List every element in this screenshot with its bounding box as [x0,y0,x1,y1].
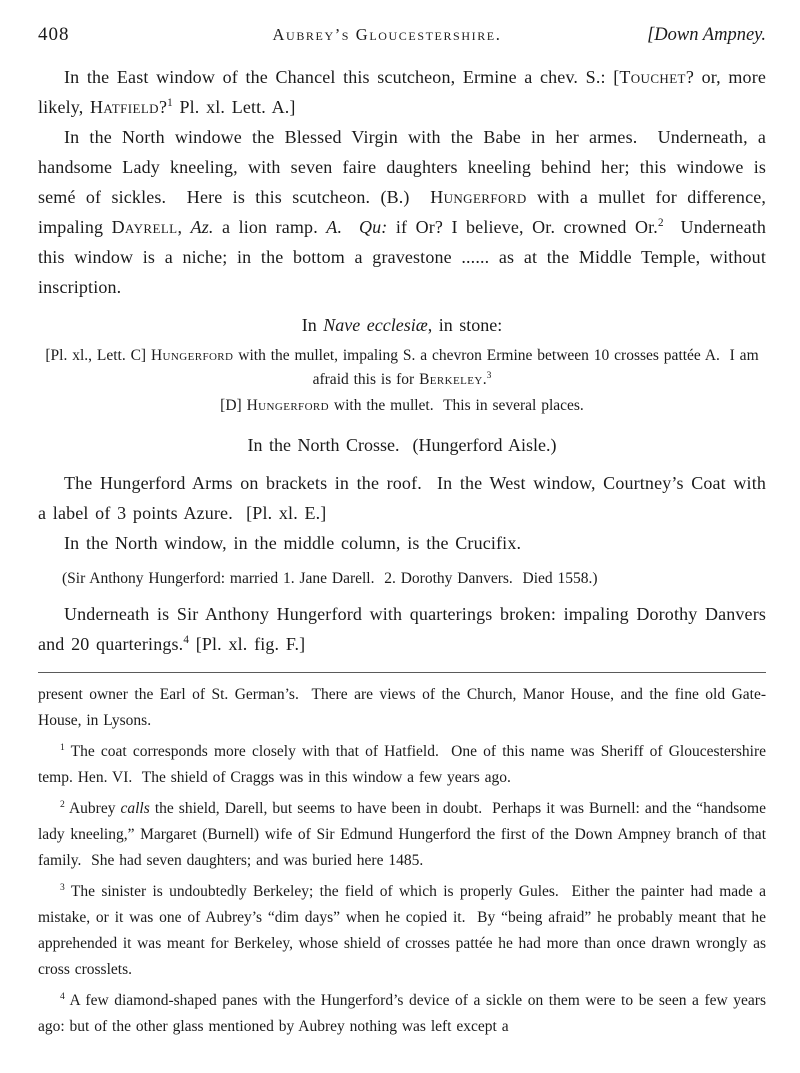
note-pl-xl-c: [Pl. xl., Lett. C] Hungerford with the mullet, impaling S. a chevron Ermine between 10 crosses pattée A. I am afraid this is for Berkeley.$^3$ [45,347,764,388]
page-header [38,24,766,46]
para-north-windowe: In the North windowe the Blessed Virgin with the Babe in her armes. Underneath, a handsome Lady kneeling, with seven faire daughters kneeling behind her; this windowe is semé of sickles. Here is this scutcheon. (B.) Hungerford with a mullet for difference, impaling Dayrell, Az. a lion ramp. A. Qu: if Or? I believe, Or. crowned Or.$^2$ Underneath this window is a niche; in the bottom a gravestone ...... as at the Middle Temple, without inscription. [38,127,773,297]
para-east-window: In the East window of the Chancel this scutcheon, Ermine a chev. S.: [Touchet? or, more likely, Hatfield?$^1$ Pl. xl. Lett. A.] [38,67,773,117]
footnote-3: $^3$ The sinister is undoubtedly Berkeley; the field of which is properly Gules. Either the painter had made a mistake, or it was one of Aubrey’s “dim days” when he copied it. By “being afraid” he probably meant that he apprehended it was meant for Berkeley, whose shield of crosses pattée he had more than once drawn wrongly as cross crosslets. [38,881,771,978]
note-pl-xl-d: [D] Hungerford with the mullet. This in several places. [220,397,584,414]
note-sir-anthony: (Sir Anthony Hungerford: married 1. Jane Darell. 2. Dorothy Danvers. Died 1558.) [62,570,598,587]
para-hungerford-arms: The Hungerford Arms on brackets in the roof. In the West window, Courtney’s Coat with a label of 3 points Azure. [Pl. xl. E.] [38,473,773,523]
running-head-place: [Down Ampney. [647,25,766,45]
para-crucifix: In the North window, in the middle column, is the Crucifix. [64,533,522,553]
footnote-divider [38,672,766,673]
page-number: 408 [38,24,70,45]
footnote-2: $^2$ Aubrey calls the shield, Darell, but seems to have been in doubt. Perhaps it was Burnell: and the “handsome lady kneeling,” Margaret (Burnell) wife of Sir Edmund Hungerford the first of the Down Ampney branch of that family. She had seven daughters; and was buried here 1485. [38,798,771,869]
heading-nave-ecclesiae: In Nave ecclesiæ, in stone: [301,315,503,335]
heading-north-crosse: In the North Crosse. (Hungerford Aisle.) [247,435,557,455]
footnote-4: $^4$ A few diamond-shaped panes with the Hungerford’s device of a sickle on them were to be seen a few years ago: but of the other glass mentioned by Aubrey nothing was left except a [38,990,771,1035]
running-title: Aubrey’s Gloucestershire. [272,25,502,44]
footnote-continuation: present owner the Earl of St. German’s. There are views of the Church, Manor House, and the fine old Gate-House, in Lysons. [38,686,766,729]
footnote-1: $^1$ The coat corresponds more closely with that of Hatfield. One of this name was Sheriff of Gloucestershire temp. Hen. VI. The shield of Craggs was in this window a few years ago. [38,741,771,786]
para-underneath: Underneath is Sir Anthony Hungerford with quarterings broken: impaling Dorothy Danvers and 20 quarterings.$^4$ [Pl. xl. fig. F.] [38,604,773,654]
